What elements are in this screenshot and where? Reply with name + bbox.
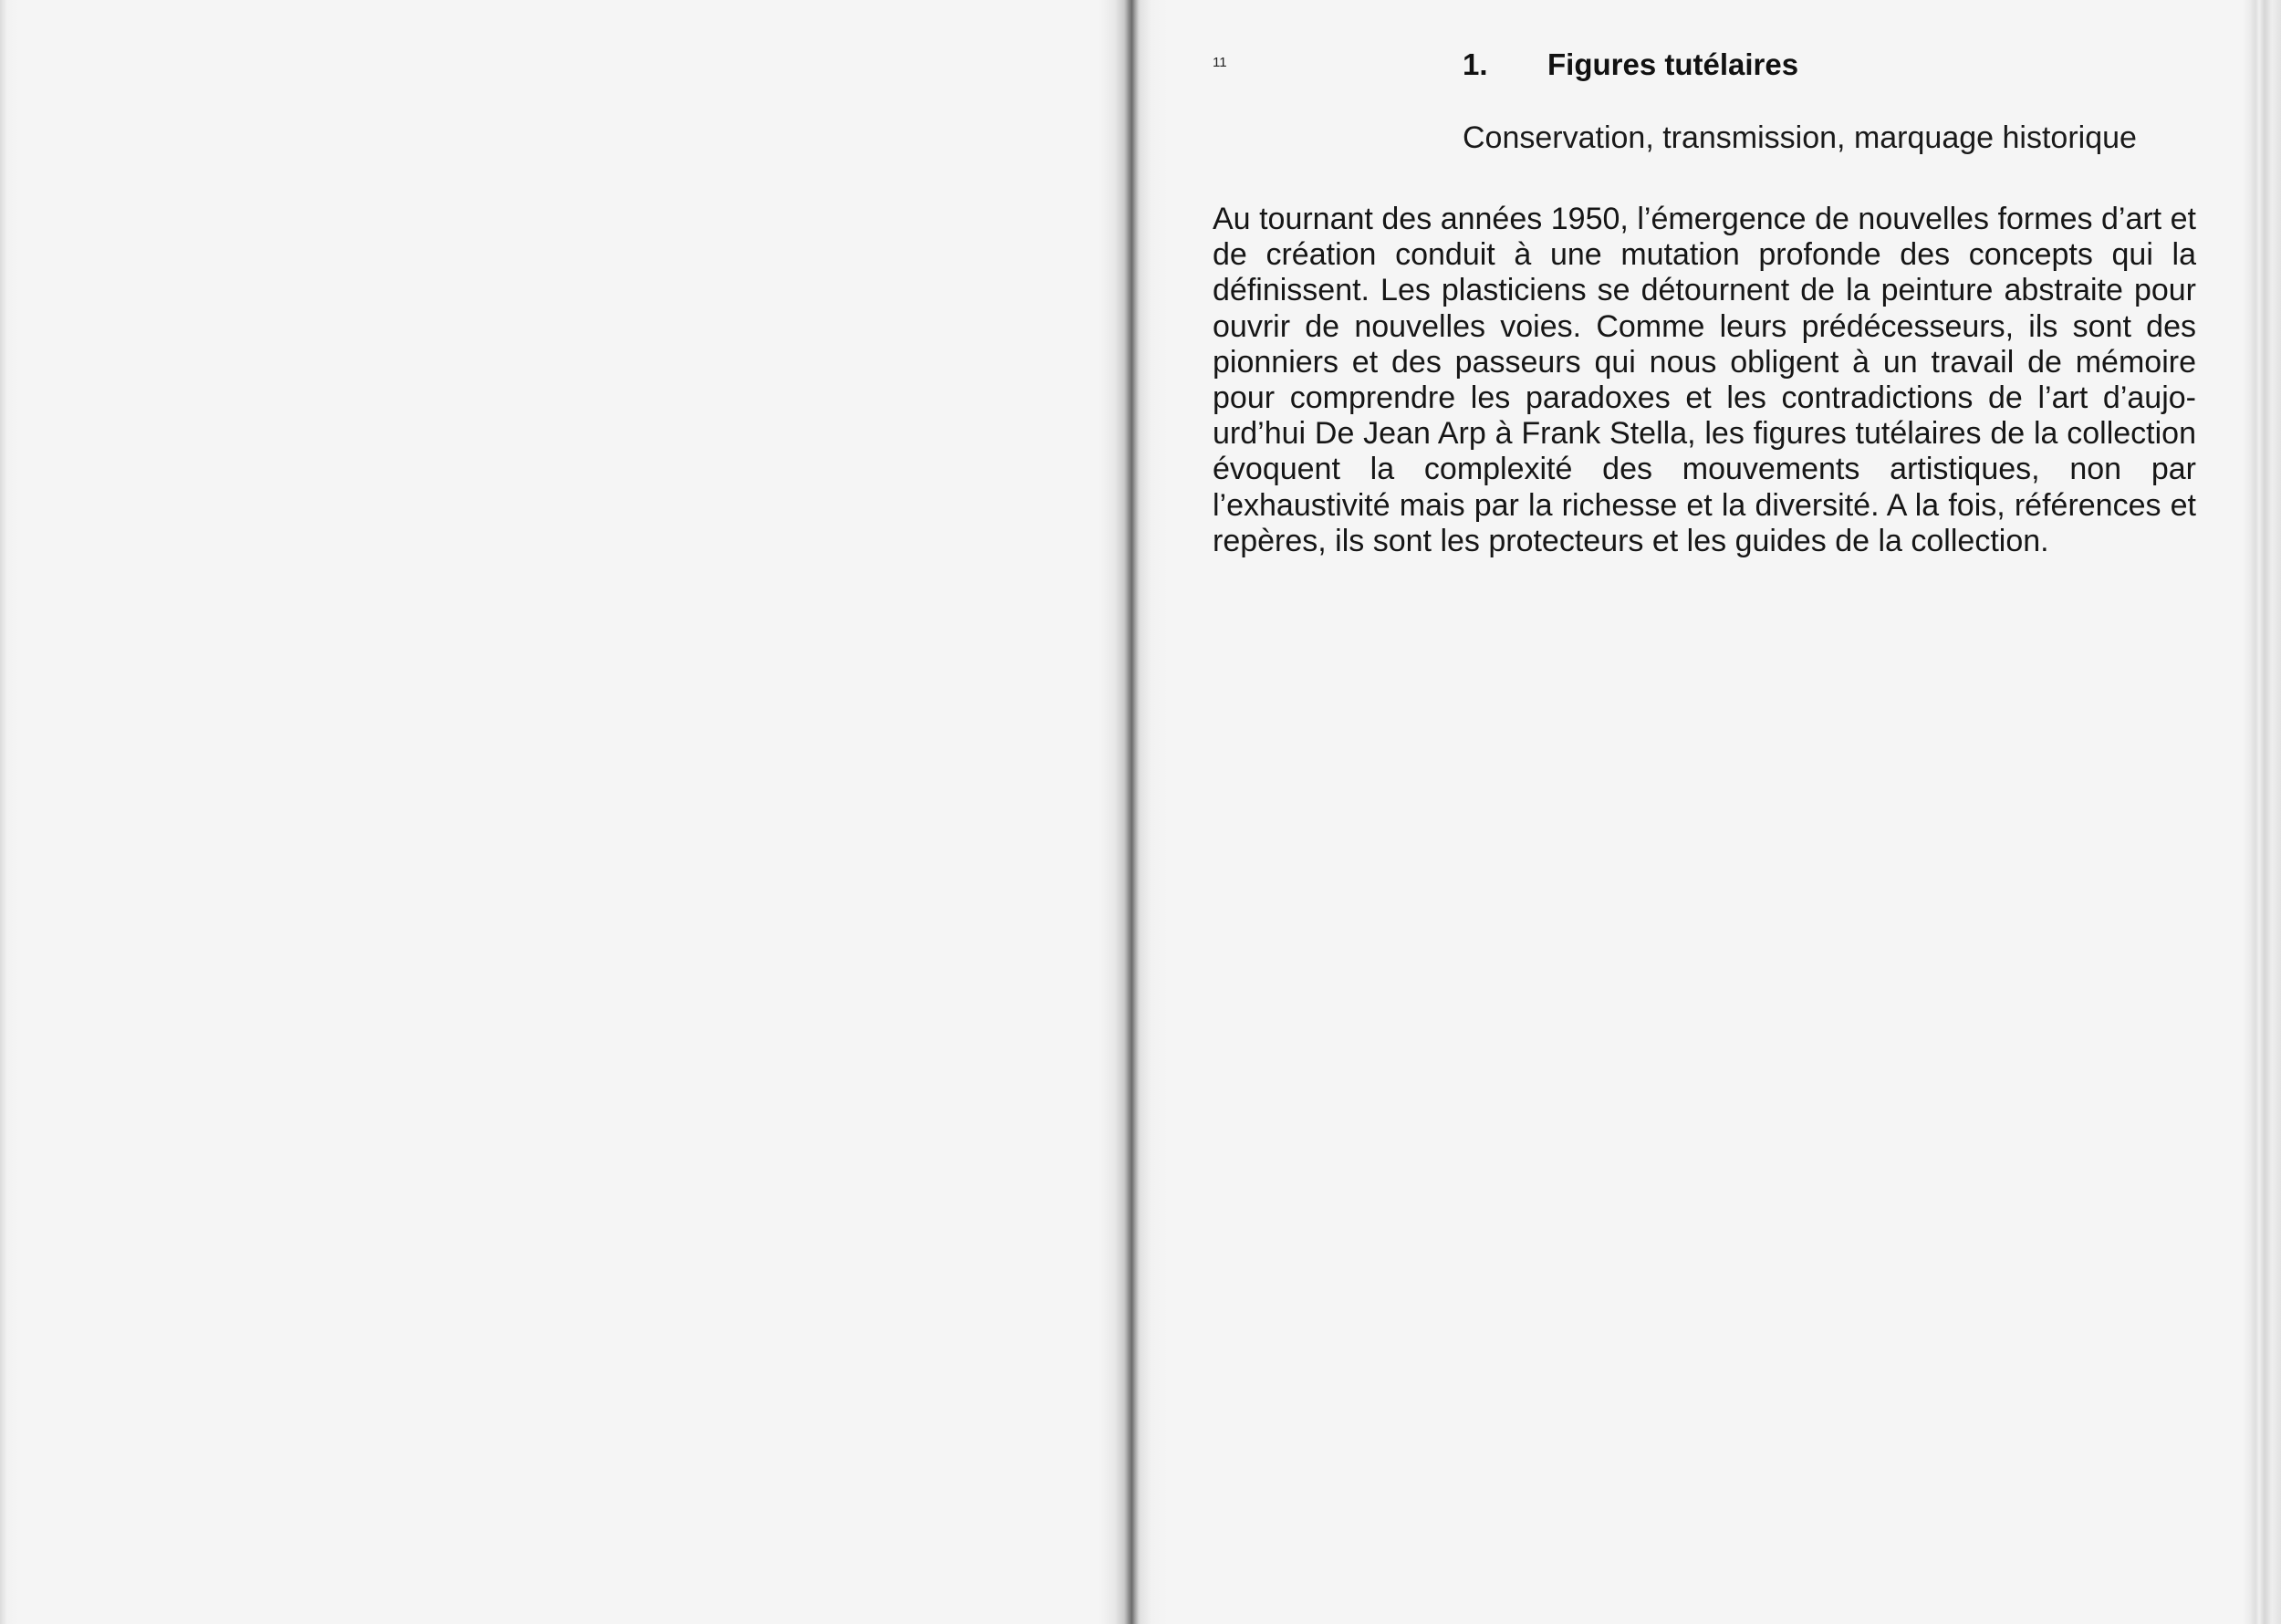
body-paragraph: Au tournant des années 1950, l’émergence de nouvelles formes d’art et de création conduit à une mutation profonde des concepts qui la définissent. Les plasticiens se détournent de la peinture abstraite pour ouvrir de nouvelles voies. Comme leurs prédécesseurs, ils sont des pionniers et des passeurs qui nous obligent à un travail de mémoire pour comprendre les paradoxes et les contradictions de l’art d’aujourd’hui De Jean Arp à Frank Stella, les figures tutélaires de la collection évoquent la complexité des mouvements artistiques, non par l’exhaustivité mais par la richesse et la diversité. A la fois, références et repères, ils sont les protecteurs et les guides de la collection. [1213,202,2196,558]
chapter-number: 1. [1463,47,1488,81]
chapter-subtitle: Conservation, transmission, marquage historique [1463,120,2137,155]
page-number: 11 [1213,55,1227,70]
book-gutter-shadow [1124,0,1139,1624]
chapter-title: Figures tutélaires [1547,47,1799,81]
left-page [0,0,1131,1624]
chapter-heading [1463,47,1798,82]
